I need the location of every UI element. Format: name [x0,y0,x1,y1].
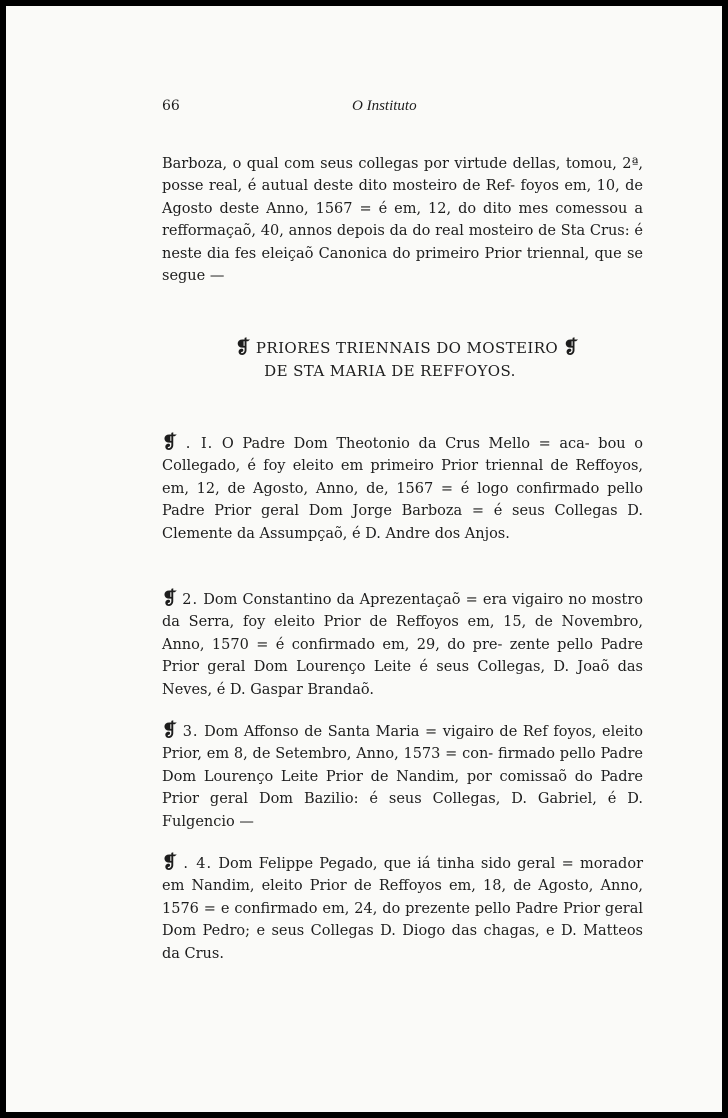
intro-paragraph: Barboza, o qual com seus collegas por virtude dellas, tomou, 2ª, posse real, é autual deste dito mosteiro de Ref- foyos em, 10, de Agosto deste Anno, 1567 = é em, 12, do dito mes comessou a refformaçaõ, 40, annos depois da do real mosteiro de Sta Crus: é neste dia fes eleiçaõ Canonica do primeiro Prior triennal, que se segue — [162,156,643,285]
section-heading [202,336,612,383]
entry-text: Dom Affonso de Santa Maria = vigairo de Ref foyos, eleito Prior, em 8, de Setembro, Anno, 1573 = con- firmado pello Padre Dom Lourenço Leite Prior de Nandim, por comissaõ do Padre Prior geral Dom Bazilio: é seus Collegas, D. Gabriel, é D. Fulgencio — [162,724,644,830]
paragraph-mark-icon: ❡ [563,337,579,358]
document-page [6,6,722,1112]
heading-text-1: PRIORES TRIENNAIS DO MOSTEIRO [255,339,559,357]
heading-line-1 [202,336,612,360]
entry-number: . 4. [183,856,213,872]
entry-paragraph [162,852,643,965]
entry-number: . I. [185,436,214,452]
heading-text-2: DE STA MARIA DE REFFOYOS. [264,362,516,380]
entry-text: Dom Constantino da Aprezentaçaõ = era vigairo no mostro da Serra, foy eleito Prior de Reffoyos em, 15, de Novembro, Anno, 1570 = é confirmado em, 29, do pre- zente pello Padre Prior geral Dom Lourenço Leite é seus Collegas, D. Joaõ das Neves, é D. Gaspar Brandaõ. [162,592,644,698]
paragraph-mark-icon: ❡ [162,720,178,741]
entry-paragraph [162,720,643,833]
entry-text: Dom Felippe Pegado, que iá tinha sido geral = morador em Nandim, eleito Prior de Reffoyos em, 18, de Agosto, Anno, 1576 = e confirmado em, 24, do prezente pello Padre Prior geral Dom Pedro; e seus Collegas D. Diogo das chagas, e D. Matteos da Crus. [162,856,644,962]
paragraph-mark-icon: ❡ [235,337,251,358]
running-title: O Instituto [352,98,417,114]
paragraph-mark-icon: ❡ [162,432,178,453]
entry-number: 2. [182,592,199,608]
entry-paragraph [162,588,643,701]
paragraph-mark-icon: ❡ [162,588,178,609]
page-number: 66 [162,98,180,114]
paragraph-mark-icon: ❡ [162,852,178,873]
entry-paragraph [162,432,643,545]
entry-number: 3. [182,724,199,740]
entry-text: O Padre Dom Theotonio da Crus Mello = aca- bou o Collegado, é foy eleito em primeiro Prior triennal de Reffoyos, em, 12, de Agosto, Anno, de, 1567 = é logo confirmado pello Padre Prior geral Dom Jorge Barboza = é seus Collegas D. Clemente da Assumpçaõ, é D. Andre dos Anjos. [162,436,643,542]
